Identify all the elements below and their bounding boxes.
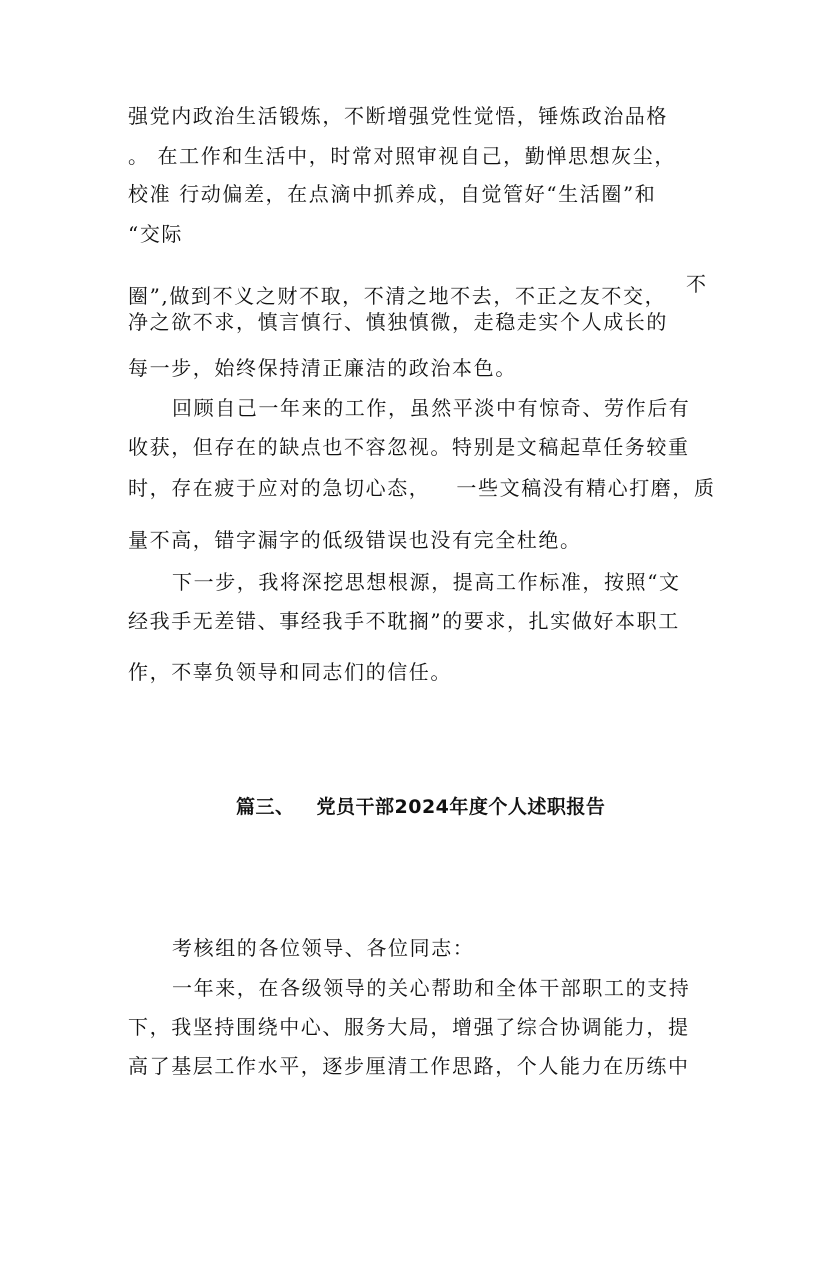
- text-line: [128, 476, 716, 500]
- section-number: 篇三、: [236, 796, 295, 818]
- section-title: 党员干部2024年度个人述职报告: [316, 796, 606, 818]
- text-line: 净之欲不求，慎言慎行、慎独慎微，走稳走实个人成长的: [128, 310, 668, 334]
- text-line: 圈”,做到不义之财不取，不清之地不去，不正之友不交，: [128, 284, 667, 308]
- text-line: 下一步，我将深挖思想根源，提高工作标准，按照“文: [172, 570, 681, 594]
- text-line: 每一步，始终保持清正廉洁的政治本色。: [128, 356, 517, 380]
- text-line-fragment: 不: [686, 272, 708, 296]
- text-segment: 时，存在疲于应对的急切心态，: [128, 476, 431, 500]
- text-line: 一年来，在各级领导的关心帮助和全体干部职工的支持: [172, 976, 691, 1000]
- text-line: 高了基层工作水平，逐步厘清工作思路，个人能力在历练中: [128, 1054, 690, 1078]
- text-line: 校准 行动偏差，在点滴中抓养成，自觉管好“生活圈”和: [128, 182, 657, 206]
- text-line: 作，不辜负领导和同志们的信任。: [128, 660, 452, 684]
- text-line: 回顾自己一年来的工作，虽然平淡中有惊奇、劳作后有: [172, 396, 691, 420]
- text-line: 量不高，错字漏字的低级错误也没有完全杜绝。: [128, 528, 582, 552]
- text-line: “交际: [128, 222, 184, 246]
- text-line: 。 在工作和生活中，时常对照审视自己，勤惮思想灰尘，: [128, 144, 676, 168]
- text-line: 收获，但存在的缺点也不容忽视。特别是文稿起草任务较重: [128, 435, 690, 459]
- text-line: 下，我坚持围绕中心、服务大局，增强了综合协调能力，提: [128, 1015, 690, 1039]
- watermark: [382, 1008, 663, 1278]
- text-line: 强党内政治生活锻炼，不断增强党性觉悟，锤炼政治品格: [128, 104, 668, 128]
- text-line: 经我手无差错、事经我手不耽搁”的要求，扎实做好本职工: [128, 609, 680, 633]
- section-heading: [236, 795, 605, 819]
- text-segment: 一些文稿没有精心打磨，质: [456, 476, 716, 500]
- salutation: 考核组的各位领导、各位同志：: [172, 936, 475, 960]
